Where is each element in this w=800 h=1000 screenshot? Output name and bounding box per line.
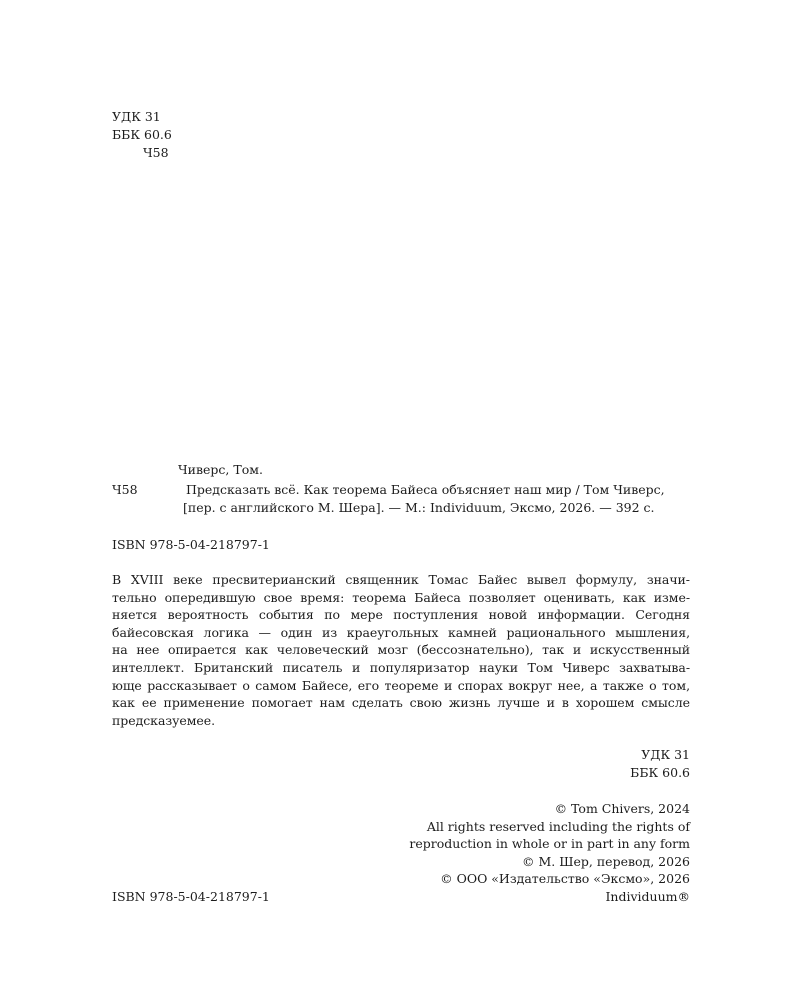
- copyright-line: All rights reserved including the rights of: [426, 818, 690, 834]
- annotation-line: предсказуемее.: [112, 712, 216, 728]
- isbn-bottom: ISBN 978-5-04-218797-1: [112, 889, 270, 904]
- annotation-line: тельно опередившую свое время: теорема Байеса позволяет оценивать, как изме-: [112, 589, 690, 605]
- udk-code: УДК 31: [112, 109, 161, 124]
- copyright-line: © М. Шер, перевод, 2026: [522, 853, 690, 869]
- udk-code-right: УДК 31: [641, 747, 690, 762]
- copyright-line: © Tom Chivers, 2024: [554, 801, 690, 816]
- isbn-top: ISBN 978-5-04-218797-1: [112, 537, 270, 552]
- copyright-line: reproduction in whole or in part in any form: [409, 836, 690, 852]
- copyright-block: [409, 800, 690, 906]
- classification-block-right: [630, 746, 690, 782]
- bib-details-line: [пер. с английского М. Шера]. — М.: Individuum, Эксмо, 2026. — 392 с.: [183, 500, 655, 515]
- annotation-paragraph: [112, 571, 690, 729]
- bbk-code-right: ББК 60.6: [630, 765, 690, 780]
- annotation-line: юще рассказывает о самом Байесе, его теореме и спорах вокруг нее, а также о том,: [112, 677, 690, 693]
- bib-title-line: Предсказать всё. Как теорема Байеса объясняет наш мир / Том Чиверс,: [186, 482, 665, 497]
- bbk-code: ББК 60.6: [112, 127, 172, 142]
- annotation-line: как ее применение помогает нам сделать свою жизнь лучше и в хорошем смысле: [112, 695, 690, 711]
- bib-author-mark: Ч58: [112, 482, 138, 497]
- author-mark: Ч58: [143, 145, 169, 160]
- copyright-line: © ООО «Издательство «Эксмо», 2026: [440, 871, 690, 887]
- classification-block: [112, 108, 172, 162]
- annotation-line: на нее опирается как человеческий мозг (бессознательно), так и искусственный: [112, 642, 690, 658]
- bib-author: Чиверс, Том.: [178, 462, 263, 477]
- annotation-line: няется вероятность события по мере поступления новой информации. Сегодня: [112, 607, 690, 623]
- annotation-line: интеллект. Британский писатель и популяризатор науки Том Чиверс захватыва-: [112, 659, 690, 675]
- annotation-line: В XVIII веке пресвитерианский священник Томас Байес вывел формулу, значи-: [112, 572, 690, 587]
- copyright-line: Individuum®: [605, 888, 690, 904]
- annotation-line: байесовская логика — один из краеугольных камней рационального мышления,: [112, 624, 690, 640]
